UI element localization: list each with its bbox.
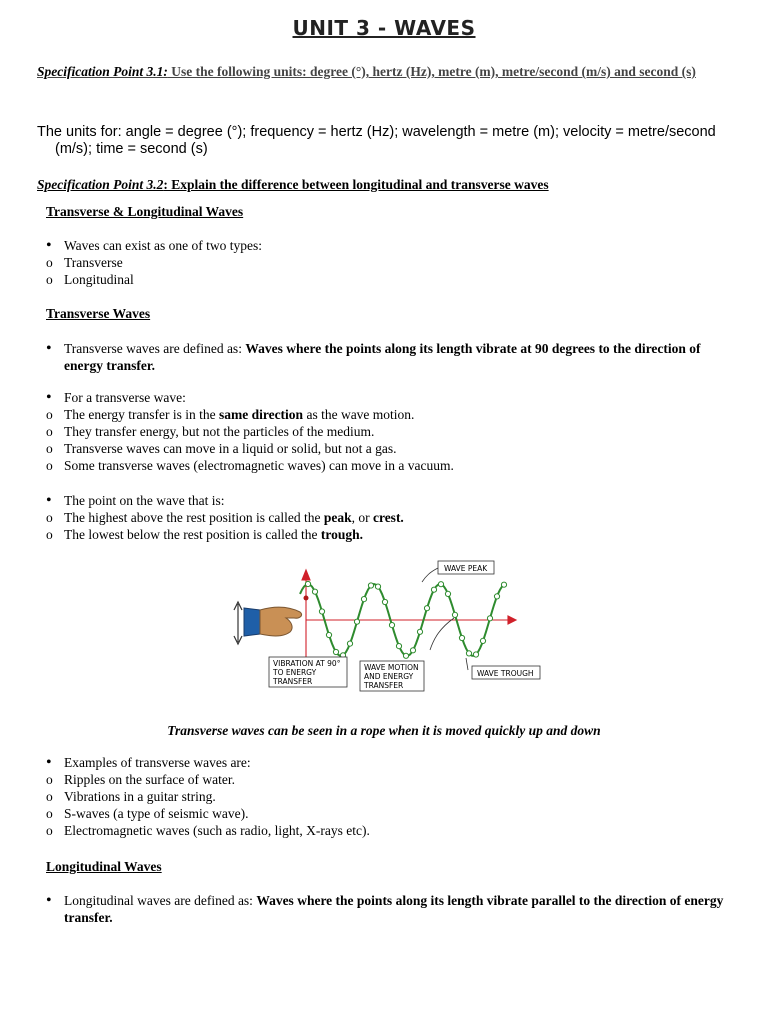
sub-bullet-marker: o [46,458,53,473]
svg-text:WAVE MOTION: WAVE MOTION [364,663,419,672]
list-item [46,340,736,374]
list-item [46,406,736,423]
list-item [46,526,736,543]
wave-particle [319,609,324,614]
wave-particle [361,597,366,602]
wave-particle [438,582,443,587]
wave-particle [396,644,401,649]
hand-point-marker [304,596,309,601]
emphasis-text: crest. [372,510,404,525]
wave-particle [445,591,450,596]
wave-particle [354,619,359,624]
list-item [46,822,736,839]
list-item [46,492,736,509]
transverse-wave-diagram [226,558,546,708]
wave-particle [410,648,415,653]
svg-text:TRANSFER: TRANSFER [273,677,313,686]
svg-text:TRANSFER: TRANSFER [364,681,404,690]
definition-lead: Transverse waves are defined as: [64,341,246,356]
sub-bullet-marker: o [46,441,53,456]
list-item [46,509,736,526]
spec-point-label: Specification Point 3.2 [37,177,164,192]
sub-bullet-marker: o [46,806,53,821]
list-item [46,754,736,771]
bullet-marker: • [46,892,52,909]
units-line-2: (m/s); time = second (s) [55,141,208,157]
list-item [46,788,736,805]
spec-point-text: Use the following units: degree (°), hertz (Hz), metre (m), metre/second (m/s) and second (s) [167,64,696,79]
list-item-text: The point on the wave that is: [64,493,225,508]
definition-text: Waves where the points along its length vibrate parallel to the direction of energy transfer. [64,893,724,925]
transverse-definition [46,340,736,374]
wave-particle [501,582,506,587]
wave-particle [424,606,429,611]
wave-particle [487,616,492,621]
emphasis-text: trough. [320,527,363,542]
wave-particle [368,583,373,588]
sub-bullet-marker: o [46,424,53,439]
svg-text:VIBRATION AT 90°: VIBRATION AT 90° [273,659,341,668]
wave-particle [389,623,394,628]
bullet-marker: • [46,340,52,357]
label-wave-peak [438,561,494,574]
wave-particle [431,587,436,592]
wave-points-list [46,492,736,543]
list-item-text: , or [351,510,373,525]
spec-point-label: Specification Point 3.1: [37,64,168,79]
list-item [46,771,736,788]
wave-particle [382,599,387,604]
wave-types-list [46,237,736,288]
list-item-text: Transverse [64,255,123,270]
list-item [46,805,736,822]
units-line-1: The units for: angle = degree (°); frequency = hertz (Hz); wavelength = metre (m); velocity = metre/second [37,124,716,140]
sub-bullet-marker: o [46,407,53,422]
wave-particle [417,629,422,634]
list-item-text: Ripples on the surface of water. [64,772,235,787]
spec-point-3-1 [37,63,737,80]
list-item [46,423,736,440]
bullet-marker: • [46,492,52,509]
bullet-marker: • [46,389,52,406]
wave-particle [459,635,464,640]
list-item [46,237,736,254]
list-item-text: Electromagnetic waves (such as radio, light, X-rays etc). [64,823,370,838]
figure-caption: Transverse waves can be seen in a rope when it is moved quickly up and down [167,723,601,738]
wave-particle [480,638,485,643]
label-wave-motion [360,661,424,691]
list-item [46,440,736,457]
sub-bullet-marker: o [46,789,53,804]
sub-bullet-marker: o [46,772,53,787]
sub-bullet-marker: o [46,527,53,542]
list-item-text: They transfer energy, but not the particles of the medium. [64,424,375,439]
units-paragraph [37,124,752,158]
emphasis-text: peak [323,510,352,525]
spec-point-3-2 [37,176,737,193]
wave-particle [473,652,478,657]
wave-particle [347,641,352,646]
emphasis-text: same direction [218,407,304,422]
list-item-text: S-waves (a type of seismic wave). [64,806,249,821]
wave-particle [312,589,317,594]
wave-particle [452,612,457,617]
definition-text: Waves where the points along its length vibrate at 90 degrees to the direction of energy transfer. [64,341,701,373]
heading-transverse-waves: Transverse Waves [46,306,151,321]
definition-lead: Longitudinal waves are defined as: [64,893,257,908]
svg-text:TO ENERGY: TO ENERGY [273,668,317,677]
wave-particle [403,653,408,658]
list-item-text: Examples of transverse waves are: [64,755,251,770]
label-vibration [269,657,347,687]
wave-particle [333,649,338,654]
vertical-arrow-icon [234,602,242,644]
sub-bullet-marker: o [46,255,53,270]
list-item-text: The energy transfer is in the [64,407,219,422]
list-item [46,457,736,474]
list-item-text: Transverse waves can move in a liquid or solid, but not a gas. [64,441,397,456]
list-item [46,271,736,288]
list-item-text: Waves can exist as one of two types: [64,238,262,253]
wave-particle [326,632,331,637]
sub-bullet-marker: o [46,272,53,287]
heading-longitudinal-waves: Longitudinal Waves [46,859,162,874]
bullet-marker: • [46,754,52,771]
list-item [46,254,736,271]
svg-text:AND ENERGY: AND ENERGY [364,672,414,681]
list-item-text: The highest above the rest position is called the [64,510,324,525]
list-item-text: Longitudinal [64,272,134,287]
transverse-examples-list [46,754,736,839]
longitudinal-definition [46,892,736,926]
transverse-properties-list [46,389,736,474]
callout-lines [422,568,468,670]
svg-text:WAVE PEAK: WAVE PEAK [444,564,488,573]
wave-particle [305,581,310,586]
heading-transverse-longitudinal: Transverse & Longitudinal Waves [46,204,244,219]
page-title: UNIT 3 - WAVES [292,16,476,40]
list-item-text: For a transverse wave: [64,390,186,405]
list-item-text: as the wave motion. [303,407,415,422]
label-wave-trough [472,666,540,679]
spec-point-text: : Explain the difference between longitudinal and transverse waves [163,177,549,192]
list-item-text: Some transverse waves (electromagnetic waves) can move in a vacuum. [64,458,454,473]
wave-particle [466,651,471,656]
list-item-text: Vibrations in a guitar string. [64,789,216,804]
list-item [46,389,736,406]
hand-icon [244,607,302,636]
svg-text:WAVE TROUGH: WAVE TROUGH [477,669,534,678]
bullet-marker: • [46,237,52,254]
list-item [46,892,736,926]
wave-particle [494,594,499,599]
wave-particle [375,584,380,589]
sub-bullet-marker: o [46,823,53,838]
sub-bullet-marker: o [46,510,53,525]
list-item-text: The lowest below the rest position is called the [64,527,321,542]
